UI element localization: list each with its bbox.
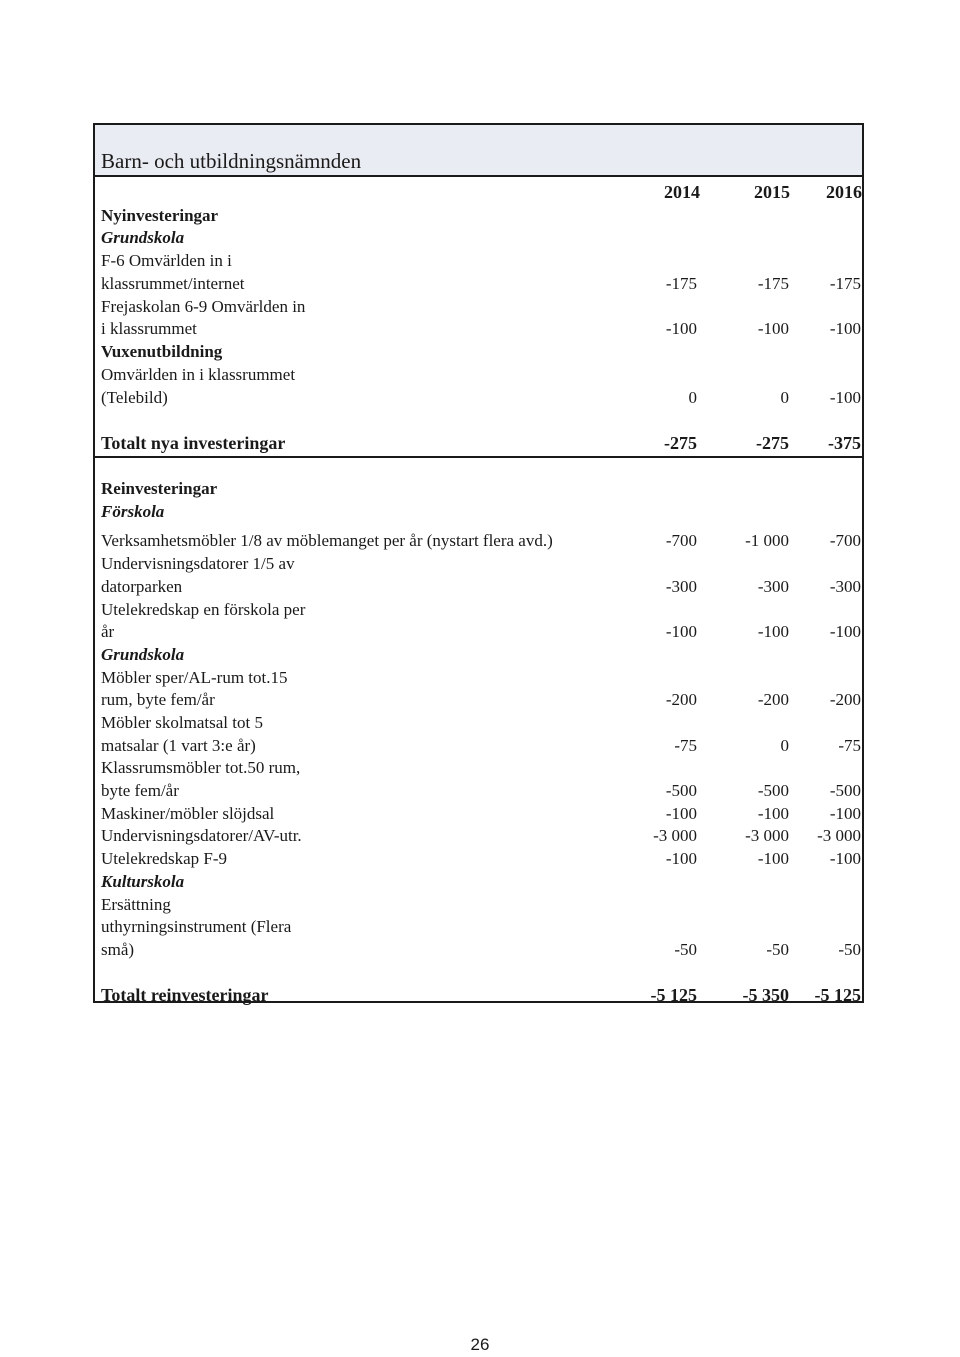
- value-2015: -3 000: [745, 826, 789, 845]
- value-2014: -50: [674, 940, 697, 959]
- row-label: små): [101, 940, 135, 959]
- total-value-2014: -275: [664, 433, 697, 453]
- grundskola-label: Grundskola: [101, 645, 185, 664]
- row-label: Möbler sper/AL-rum tot.15: [101, 668, 288, 687]
- value-2015: -175: [757, 274, 789, 293]
- year-header: [95, 182, 862, 206]
- grundskola-label: Grundskola: [101, 228, 185, 247]
- row-label: år: [101, 622, 115, 641]
- row-label: Verksamhetsmöbler 1/8 av möblemanget per år (nystart flera avd.): [101, 531, 553, 550]
- row-label: matsalar (1 vart 3:e år): [101, 736, 256, 755]
- value-2016: -700: [829, 531, 861, 550]
- row-label: Utelekredskap F-9: [101, 849, 228, 868]
- total-value-2016: -375: [828, 433, 861, 453]
- value-2014: -3 000: [653, 826, 697, 845]
- row-label: i klassrummet: [101, 319, 197, 338]
- value-2014: -700: [665, 531, 697, 550]
- value-2014: -300: [665, 577, 697, 596]
- total-value-2016: -5 125: [814, 985, 861, 1005]
- row-label: Klassrumsmöbler tot.50 rum,: [101, 758, 301, 777]
- row-label: Möbler skolmatsal tot 5: [101, 713, 263, 732]
- value-2016: -175: [829, 274, 861, 293]
- row-label: Utelekredskap en förskola per: [101, 600, 306, 619]
- total-value-2015: -5 350: [742, 985, 789, 1005]
- forskola-label: Förskola: [101, 502, 165, 521]
- vuxenutbildning-label: Vuxenutbildning: [101, 342, 223, 361]
- divider: [95, 456, 862, 458]
- year-2016: 2016: [826, 182, 862, 202]
- value-2015: -100: [757, 849, 789, 868]
- kulturskola-label: Kulturskola: [101, 872, 185, 891]
- total-value-2014: -5 125: [650, 985, 697, 1005]
- value-2016: -100: [829, 804, 861, 823]
- page-title: Barn- och utbildningsnämnden: [101, 149, 362, 173]
- row-label: datorparken: [101, 577, 183, 596]
- value-2014: -100: [665, 622, 697, 641]
- row-label: Undervisningsdatorer/AV-utr.: [101, 826, 302, 845]
- value-2015: -200: [757, 690, 789, 709]
- value-2015: -100: [757, 319, 789, 338]
- value-2016: -3 000: [817, 826, 861, 845]
- value-2016: -100: [829, 849, 861, 868]
- value-2016: -50: [838, 940, 861, 959]
- row-label: rum, byte fem/år: [101, 690, 215, 709]
- total-value-2015: -275: [756, 433, 789, 453]
- title-bar: [95, 125, 862, 177]
- row-label: klassrummet/internet: [101, 274, 245, 293]
- value-2016: -200: [829, 690, 861, 709]
- page-number: 26: [470, 1335, 490, 1354]
- total-nya-label: Totalt nya investeringar: [101, 433, 286, 453]
- row-label: Ersättning: [101, 895, 171, 914]
- value-2015: 0: [780, 388, 789, 407]
- value-2015: -1 000: [745, 531, 789, 550]
- value-2014: -100: [665, 319, 697, 338]
- year-2014: 2014: [664, 182, 700, 202]
- value-2015: 0: [780, 736, 789, 755]
- row-label: uthyrningsinstrument (Flera: [101, 917, 292, 936]
- row-label: byte fem/år: [101, 781, 179, 800]
- value-2015: -300: [757, 577, 789, 596]
- row-label: (Telebild): [101, 388, 168, 407]
- value-2015: -50: [766, 940, 789, 959]
- row-label: Omvärlden in i klassrummet: [101, 365, 296, 384]
- value-2015: -100: [757, 622, 789, 641]
- value-2016: -300: [829, 577, 861, 596]
- value-2014: -75: [674, 736, 697, 755]
- value-2014: -100: [665, 804, 697, 823]
- value-2016: -100: [829, 319, 861, 338]
- value-2014: -175: [665, 274, 697, 293]
- row-label: Maskiner/möbler slöjdsal: [101, 804, 275, 823]
- budget-table: [93, 123, 864, 1003]
- row-label: Frejaskolan 6-9 Omvärlden in: [101, 297, 306, 316]
- value-2016: -500: [829, 781, 861, 800]
- nyinvesteringar-heading: Nyinvesteringar: [101, 206, 219, 225]
- row-label: Undervisningsdatorer 1/5 av: [101, 554, 295, 573]
- value-2014: -500: [665, 781, 697, 800]
- value-2016: -100: [829, 388, 861, 407]
- value-2015: -100: [757, 804, 789, 823]
- year-2015: 2015: [754, 182, 790, 202]
- total-re-label: Totalt reinvesteringar: [101, 985, 269, 1005]
- value-2016: -75: [838, 736, 861, 755]
- row-label: F-6 Omvärlden in i: [101, 251, 232, 270]
- reinvesteringar-heading: Reinvesteringar: [101, 479, 218, 498]
- value-2014: 0: [688, 388, 697, 407]
- value-2014: -200: [665, 690, 697, 709]
- value-2015: -500: [757, 781, 789, 800]
- value-2016: -100: [829, 622, 861, 641]
- value-2014: -100: [665, 849, 697, 868]
